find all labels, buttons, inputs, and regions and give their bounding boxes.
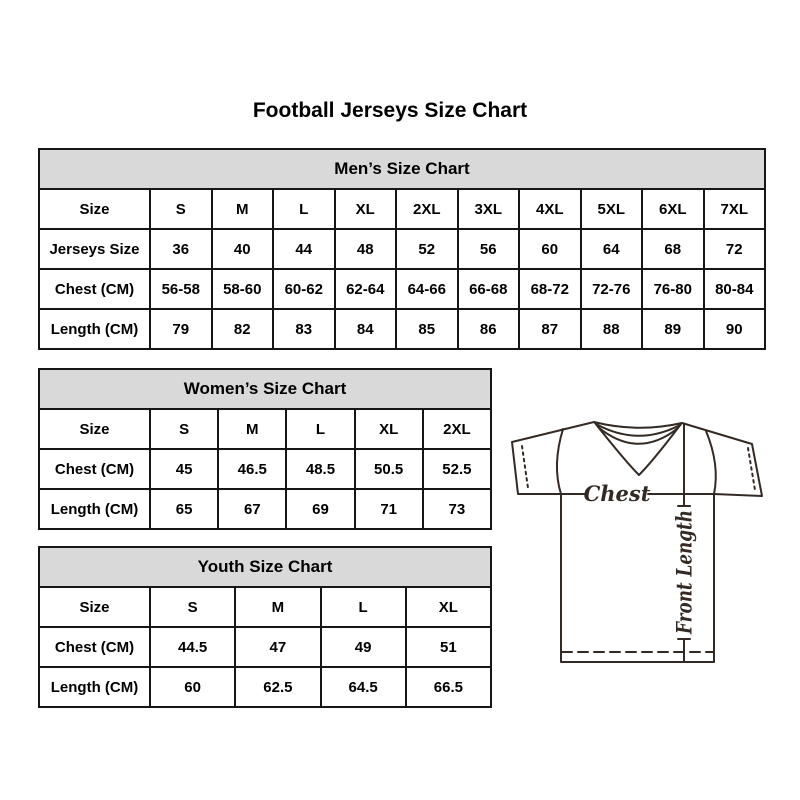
table-cell: 60 xyxy=(519,229,581,269)
table-cell: 76-80 xyxy=(642,269,704,309)
table-row xyxy=(39,667,491,707)
column-header: L xyxy=(273,189,335,229)
table-cell: 62-64 xyxy=(335,269,397,309)
column-header: XL xyxy=(406,587,491,627)
table-cell: 46.5 xyxy=(218,449,286,489)
chest-measure-label: Chest xyxy=(583,481,651,506)
column-header: 3XL xyxy=(458,189,520,229)
table-row xyxy=(39,269,765,309)
table-header-row xyxy=(39,587,491,627)
table-cell: 82 xyxy=(212,309,274,349)
table-row xyxy=(39,627,491,667)
table-cell: 48.5 xyxy=(286,449,354,489)
row-header: Chest (CM) xyxy=(39,449,150,489)
table-cell: 88 xyxy=(581,309,643,349)
table-cell: 80-84 xyxy=(704,269,766,309)
table-cell: 56-58 xyxy=(150,269,212,309)
front-length-measure-label: Front Length xyxy=(671,479,697,634)
row-header: Length (CM) xyxy=(39,309,150,349)
table-cell: 64-66 xyxy=(396,269,458,309)
row-header: Chest (CM) xyxy=(39,269,150,309)
table-row xyxy=(39,449,491,489)
table-cell: 40 xyxy=(212,229,274,269)
column-header: L xyxy=(286,409,354,449)
table-cell: 58-60 xyxy=(212,269,274,309)
column-header: M xyxy=(218,409,286,449)
table-cell: 64.5 xyxy=(321,667,406,707)
table-row xyxy=(39,229,765,269)
table-cell: 52.5 xyxy=(423,449,491,489)
row-header: Length (CM) xyxy=(39,667,150,707)
table-cell: 65 xyxy=(150,489,218,529)
column-header: M xyxy=(235,587,320,627)
table-cell: 90 xyxy=(704,309,766,349)
table-cell: 49 xyxy=(321,627,406,667)
table-cell: 50.5 xyxy=(355,449,423,489)
row-header: Jerseys Size xyxy=(39,229,150,269)
table-cell: 60-62 xyxy=(273,269,335,309)
column-header: S xyxy=(150,189,212,229)
table-cell: 72-76 xyxy=(581,269,643,309)
table-cell: 72 xyxy=(704,229,766,269)
column-header: 4XL xyxy=(519,189,581,229)
column-header: 2XL xyxy=(396,189,458,229)
table-cell: 62.5 xyxy=(235,667,320,707)
column-header: XL xyxy=(355,409,423,449)
table-cell: 44 xyxy=(273,229,335,269)
column-header: Size xyxy=(39,409,150,449)
table-cell: 66-68 xyxy=(458,269,520,309)
womens-size-table xyxy=(38,368,492,530)
table-cell: 56 xyxy=(458,229,520,269)
column-header: S xyxy=(150,409,218,449)
table-cell: 44.5 xyxy=(150,627,235,667)
column-header: S xyxy=(150,587,235,627)
column-header: XL xyxy=(335,189,397,229)
table-header-row xyxy=(39,189,765,229)
table-cell: 84 xyxy=(335,309,397,349)
column-header: 7XL xyxy=(704,189,766,229)
table-cell: 45 xyxy=(150,449,218,489)
table-cell: 83 xyxy=(273,309,335,349)
table-cell: 60 xyxy=(150,667,235,707)
table-cell: 36 xyxy=(150,229,212,269)
table-row xyxy=(39,309,765,349)
table-cell: 67 xyxy=(218,489,286,529)
row-header: Length (CM) xyxy=(39,489,150,529)
table-header-row xyxy=(39,409,491,449)
table-cell: 71 xyxy=(355,489,423,529)
table-cell: 66.5 xyxy=(406,667,491,707)
table-cell: 68-72 xyxy=(519,269,581,309)
column-header: Size xyxy=(39,189,150,229)
table-cell: 64 xyxy=(581,229,643,269)
table-row xyxy=(39,489,491,529)
table-cell: 73 xyxy=(423,489,491,529)
column-header: 2XL xyxy=(423,409,491,449)
table-cell: 69 xyxy=(286,489,354,529)
table-cell: 87 xyxy=(519,309,581,349)
table-cell: 48 xyxy=(335,229,397,269)
table-cell: 79 xyxy=(150,309,212,349)
table-cell: 52 xyxy=(396,229,458,269)
mens-size-table xyxy=(38,148,766,350)
column-header: M xyxy=(212,189,274,229)
table-cell: 89 xyxy=(642,309,704,349)
column-header: L xyxy=(321,587,406,627)
table-title: Youth Size Chart xyxy=(39,547,491,587)
column-header: 5XL xyxy=(581,189,643,229)
row-header: Chest (CM) xyxy=(39,627,150,667)
table-cell: 86 xyxy=(458,309,520,349)
jersey-outline xyxy=(512,422,762,662)
page-title: Football Jerseys Size Chart xyxy=(252,99,528,122)
table-cell: 51 xyxy=(406,627,491,667)
column-header: Size xyxy=(39,587,150,627)
table-cell: 68 xyxy=(642,229,704,269)
jersey-measurement-diagram xyxy=(510,417,768,669)
table-title: Men’s Size Chart xyxy=(39,149,765,189)
table-cell: 85 xyxy=(396,309,458,349)
table-title: Women’s Size Chart xyxy=(39,369,491,409)
column-header: 6XL xyxy=(642,189,704,229)
youth-size-table xyxy=(38,546,492,708)
table-cell: 47 xyxy=(235,627,320,667)
